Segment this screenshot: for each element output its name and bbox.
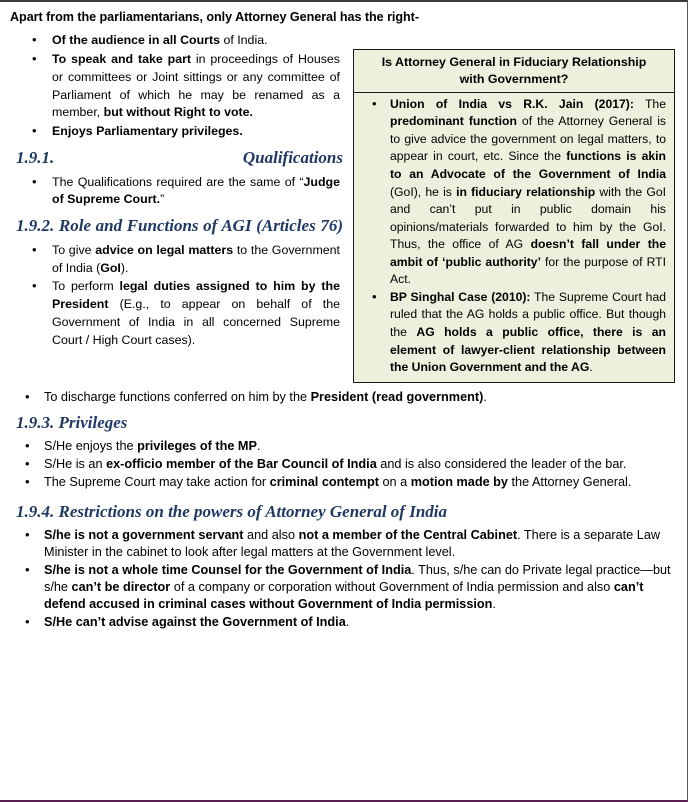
list-item: • The Qualifications required are the same of “Judge of Supreme Court.” <box>10 174 340 210</box>
infobox-title: Is Attorney General in Fiduciary Relationship with Government? <box>354 50 674 93</box>
list-item: • Of the audience in all Courts of India. <box>10 32 340 50</box>
list-item: • Union of India vs R.K. Jain (2017): The predominant function of the Attorney General is to give advice the government on legal matters, to appear in court, etc. Since the functions is akin to an Advocate of the Government of India (GoI), he is in fiduciary relationship with the GoI and can’t put in public domain his opinions/materials forwarded to him by the GoI. Thus, the office of AG doesn’t fall under the ambit of ‘public authority’ for the purpose of RTI Act. <box>356 96 666 289</box>
list-item: • BP Singhal Case (2010): The Supreme Court had ruled that the AG holds a public office. But though the AG holds a public office, there is an element of lawyer-client relationship between the Union Government and the AG. <box>356 289 666 377</box>
list-item: • S/He enjoys the privileges of the MP. <box>10 438 675 455</box>
section-heading-restrictions: 1.9.4. Restrictions on the powers of Attorney General of India <box>16 501 448 521</box>
list-item: • S/He is an ex-officio member of the Bar Council of India and is also considered the leader of the bar. <box>10 456 675 473</box>
list-item: • S/he is not a whole time Counsel for the Government of India. Thus, s/he can do Private legal practice—but s/he can’t be director of a company or corporation without Government of India permission and also can’t defend accused in criminal cases without Government of India permission. <box>10 562 675 613</box>
infobox-list <box>356 96 666 377</box>
list-item: • To speak and take part in proceedings of Houses or committees or Joint sittings or any committee of Parliament of which he may be renamed as a member, but without Right to vote. <box>10 51 340 122</box>
restrictions-list <box>10 527 675 630</box>
list-item: • To give advice on legal matters to the Government of India (GoI). <box>10 242 340 278</box>
section-heading-privileges: 1.9.3. Privileges <box>16 412 128 432</box>
privileges-list <box>10 438 675 491</box>
list-item: • To perform legal duties assigned to him by the President (E.g., to appear on behalf of the Government of India in all concerned Supreme Court / High Court cases). <box>10 278 340 349</box>
list-item: • Enjoys Parliamentary privileges. <box>10 123 340 141</box>
discharge-list <box>10 389 675 406</box>
list-item: • S/He can’t advise against the Government of India. <box>10 614 675 631</box>
list-item: • S/he is not a government servant and also not a member of the Central Cabinet. There is a separate Law Minister in the cabinet to look after legal matters at the Government level. <box>10 527 675 561</box>
infobox-body <box>354 93 674 382</box>
spacer <box>10 492 675 495</box>
section-heading-role-and-functions: 1.9.2. Role and Functions of AGI (Articles 76) <box>16 216 343 236</box>
fiduciary-relationship-infobox <box>353 49 675 383</box>
intro-line: Apart from the parliamentarians, only Attorney General has the right- <box>10 10 419 24</box>
list-item: • To discharge functions conferred on him by the President (read government). <box>10 389 675 406</box>
page-content <box>0 2 687 630</box>
section-heading-qualifications: 1.9.1. Qualifications <box>16 148 343 168</box>
list-item: • The Supreme Court may take action for criminal contempt on a motion made by the Attorney General. <box>10 474 675 491</box>
